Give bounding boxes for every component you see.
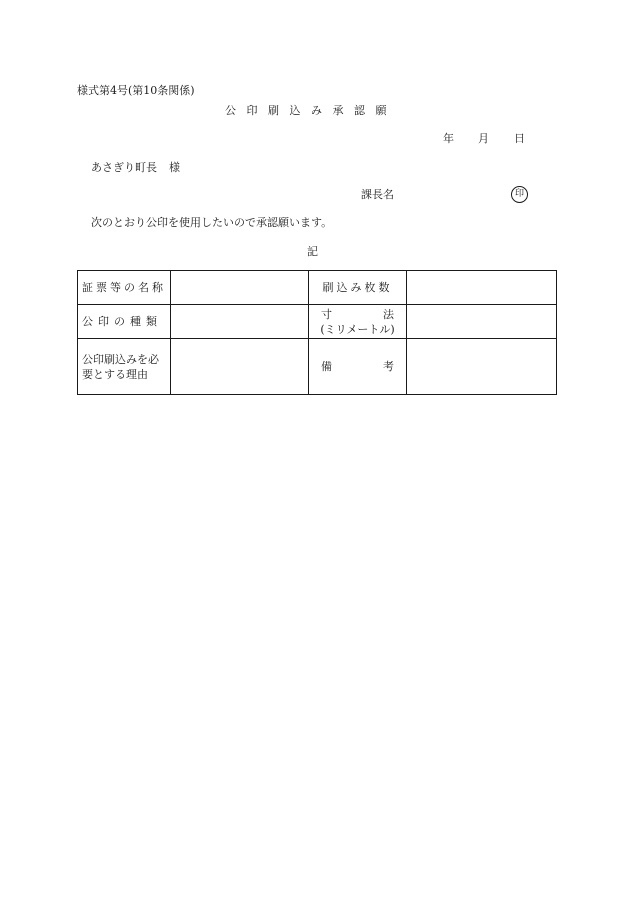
date-year-label: 年 (443, 132, 454, 145)
reason-label-line2: 要とする理由 (82, 367, 148, 381)
addressee (91, 162, 180, 173)
document-title: 公印刷込み承認願 (225, 104, 397, 117)
remarks-field[interactable] (407, 339, 557, 395)
seal-type-field[interactable] (171, 305, 309, 339)
seal-icon: 印 (511, 186, 528, 203)
remarks-label-a: 備 (321, 360, 332, 373)
date-month-label: 月 (478, 132, 489, 145)
dimension-label-a: 寸 (321, 307, 332, 321)
dimension-unit-label: (ミリメートル) (320, 322, 395, 336)
date-line (443, 133, 525, 144)
ki-label: 記 (307, 245, 318, 258)
dimension-label-main (313, 307, 402, 322)
addressee-name: あさぎり町長 (91, 161, 157, 174)
section-chief-label: 課長名 (361, 188, 394, 201)
addressee-honorific: 様 (169, 161, 180, 174)
certificate-name-label: 証票等の名称 (78, 271, 171, 305)
certificate-name-field[interactable] (171, 271, 309, 305)
dimension-field[interactable] (407, 305, 557, 339)
request-text: 次のとおり公印を使用したいので承認願います。 (91, 216, 333, 229)
reason-label-line1: 公印刷込みを必 (82, 352, 159, 366)
reason-label (78, 339, 171, 395)
table-row (78, 271, 557, 305)
date-day-label: 日 (514, 132, 525, 145)
table-row (78, 305, 557, 339)
seal-type-label: 公印の種類 (78, 305, 171, 339)
application-table (77, 270, 557, 395)
remarks-label-inner (313, 359, 402, 374)
remarks-label-b: 考 (383, 360, 394, 373)
form-number: 様式第4号(第10条関係) (77, 84, 195, 97)
dimension-label-b: 法 (383, 307, 394, 321)
dimension-label (309, 305, 407, 339)
remarks-label (309, 339, 407, 395)
reason-field[interactable] (171, 339, 309, 395)
print-count-label: 刷込み枚数 (309, 271, 407, 305)
table-row (78, 339, 557, 395)
print-count-field[interactable] (407, 271, 557, 305)
